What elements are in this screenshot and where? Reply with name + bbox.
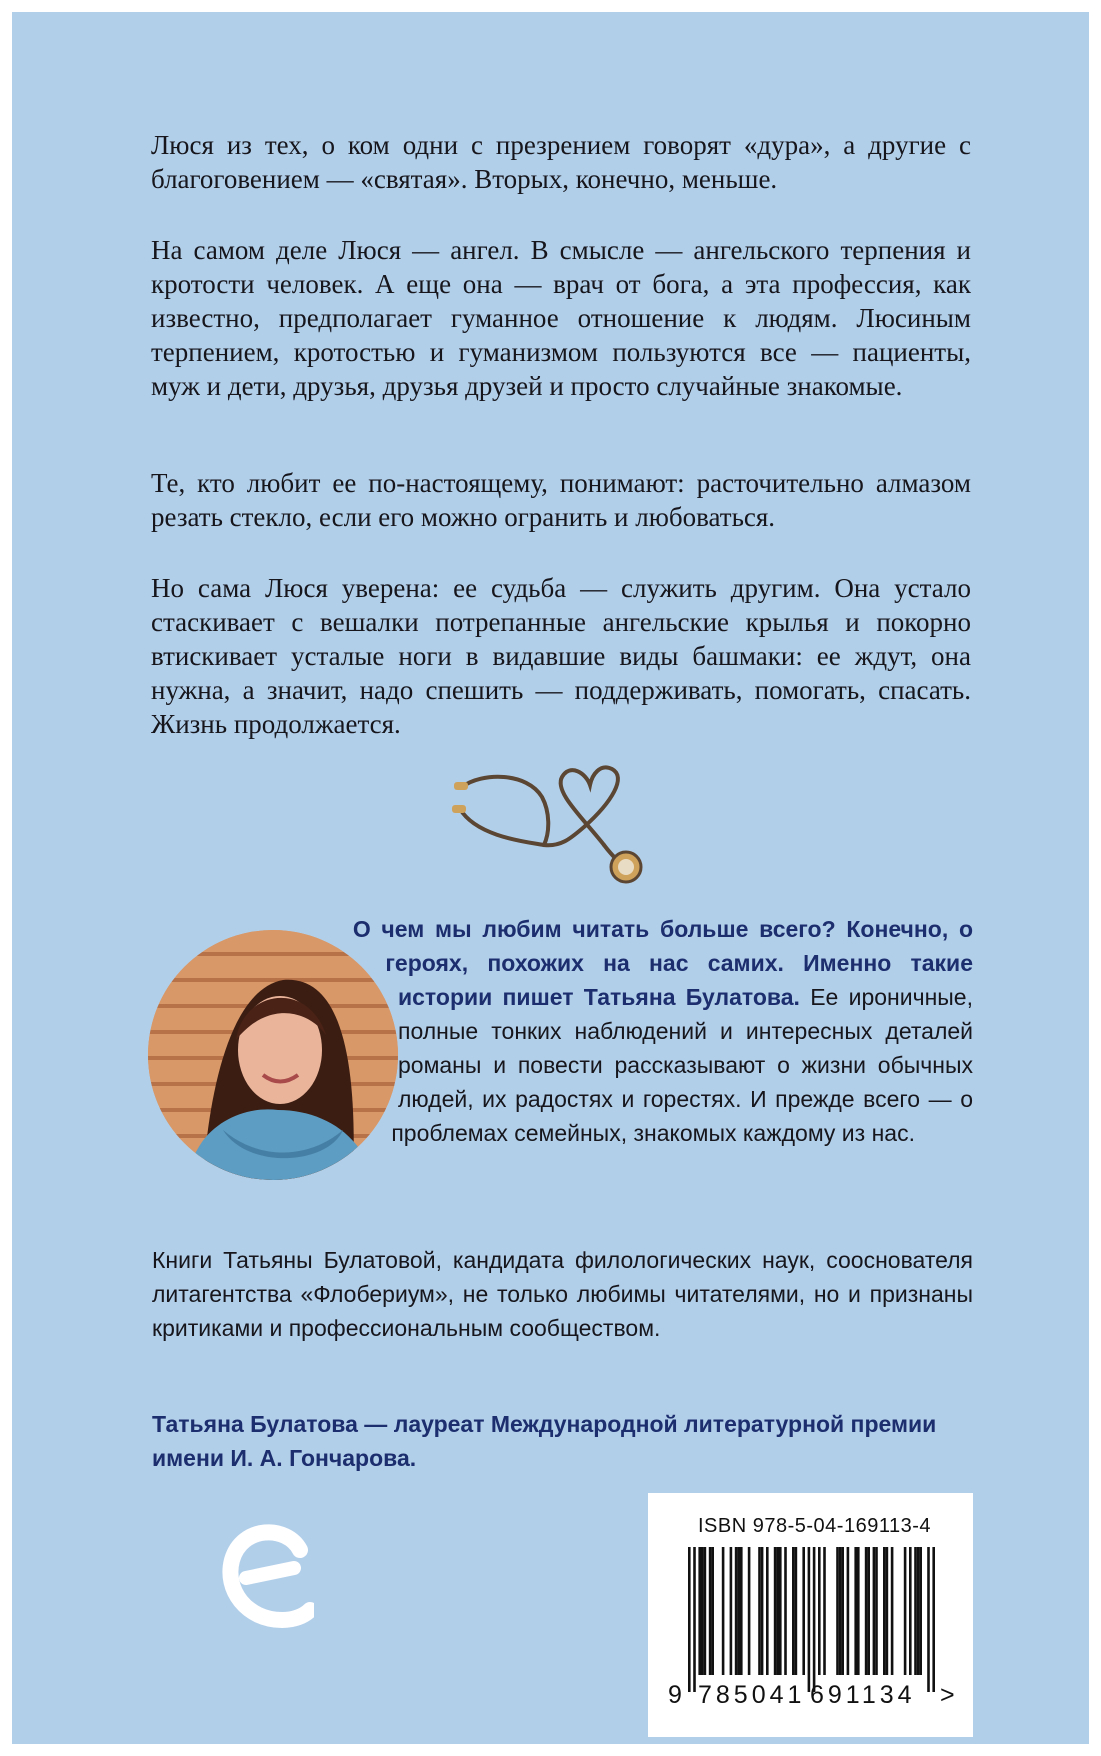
photo-wrap-spacer — [148, 912, 398, 1194]
annotation-paragraph-3: Те, кто любит ее по-настоящему, понимают: расточительно алмазом резать стекло, если его можно огранить и любоваться. — [151, 468, 971, 532]
barcode-bar — [761, 1547, 764, 1675]
barcode-bar — [735, 1547, 738, 1675]
barcode-bar — [873, 1547, 876, 1675]
barcode-bar — [688, 1547, 691, 1692]
barcode-quiet-zone-mark: > — [940, 1681, 955, 1709]
barcode-bar — [813, 1547, 816, 1692]
annotation-paragraph-2: На самом деле Люся — ангел. В смысле — ангельского терпения и кротости человек. А еще она — врач от бога, а эта профессия, как известно, предполагает гуманное отношение к людям. Люсиным терпением, кротостью и гуманизмом пользуются все — пациенты, муж и дети, друзья, друзья друзей и просто случайные знакомые. — [151, 235, 971, 401]
barcode-bar — [836, 1547, 839, 1675]
barcode-bar — [883, 1547, 886, 1675]
barcode-bar — [867, 1547, 870, 1675]
barcode-bar — [748, 1547, 751, 1675]
annotation-paragraph-1: Люся из тех, о ком одни с презрением говорят «дура», а другие с благоговением — «святая». Вторых, конечно, меньше. — [151, 130, 971, 194]
barcode-bar — [875, 1547, 878, 1675]
barcode-bar — [774, 1547, 777, 1675]
barcode-bar — [776, 1547, 779, 1675]
author-books-paragraph: Книги Татьяны Булатовой, кандидата филологических наук, сооснователя литагентства «Флобериум», не только любимы читателями, но и признаны критиками и профессиональным сообществом. — [152, 1247, 973, 1341]
barcode-bar — [758, 1547, 761, 1675]
barcode-digit-first: 9 — [668, 1681, 682, 1709]
barcode-bar — [914, 1547, 917, 1675]
barcode-bar — [904, 1547, 907, 1675]
barcode-bar — [730, 1547, 733, 1675]
barcode-digits-right: 691134 — [810, 1681, 916, 1709]
barcode-bar — [766, 1547, 769, 1675]
barcode-bar — [740, 1547, 743, 1675]
publisher-logo-icon — [222, 1520, 314, 1630]
barcode-bar — [932, 1547, 935, 1692]
barcode-bar — [927, 1547, 930, 1692]
author-bio — [152, 912, 973, 1194]
barcode-bar — [919, 1547, 922, 1675]
barcode-bar — [841, 1547, 844, 1675]
barcode-bar — [808, 1547, 811, 1692]
back-cover — [12, 12, 1089, 1744]
barcode-bar — [698, 1547, 701, 1675]
barcode-bar — [795, 1547, 798, 1675]
barcode-bar — [779, 1547, 782, 1675]
author-award-paragraph: Татьяна Булатова — лауреат Международной литературной премии имени И. А. Гончарова. — [152, 1411, 937, 1471]
barcode-bar — [802, 1547, 805, 1675]
barcode-bar — [917, 1547, 920, 1675]
stethoscope-heart-icon — [452, 757, 672, 887]
barcode-bar — [854, 1547, 857, 1675]
barcode-bar — [865, 1547, 868, 1675]
annotation-paragraph-4: Но сама Люся уверена: ее судьба — служить другим. Она устало стаскивает с вешалки потрепанные ангельские крылья и покорно втискивает усталые ноги в видавшие виды башмаки: ее ждут, она нужна, а значит, надо спешить — поддерживать, помогать, спасать. Жизнь продолжается. — [151, 573, 971, 739]
isbn-barcode — [648, 1493, 973, 1737]
isbn-label: ISBN 978-5-04-169113-4 — [698, 1515, 931, 1537]
barcode-bar — [722, 1547, 725, 1675]
barcode-bars — [688, 1547, 938, 1692]
barcode-bar — [709, 1547, 712, 1675]
barcode-digits-left: 785041 — [698, 1681, 806, 1709]
barcode-bar — [847, 1547, 850, 1675]
barcode-bar — [886, 1547, 889, 1675]
author-bio-text: Ее ироничные, полные тонких наблюдений и интересных деталей романы и повести рассказывают о жизни обычных людей, их радостях и горестях. И прежде всего — о проблемах семейных, знакомых каждому из нас. — [391, 984, 973, 1146]
barcode-bar — [839, 1547, 842, 1675]
barcode-bar — [891, 1547, 894, 1675]
barcode-bar — [818, 1547, 821, 1675]
barcode-bar — [792, 1547, 795, 1675]
author-bio-highlight: О чем мы любим читать больше всего? Конечно, о героях, похожих на нас самих. Именно такие истории пишет Татьяна Булатова. — [352, 916, 973, 1010]
barcode-bar — [737, 1547, 740, 1675]
barcode-bar — [704, 1547, 707, 1675]
barcode-bar — [857, 1547, 860, 1675]
barcode-bar — [909, 1547, 912, 1675]
barcode-bar — [711, 1547, 714, 1675]
barcode-bar — [693, 1547, 696, 1692]
barcode-bar — [823, 1547, 826, 1675]
barcode-bar — [784, 1547, 787, 1675]
barcode-bar — [701, 1547, 704, 1675]
